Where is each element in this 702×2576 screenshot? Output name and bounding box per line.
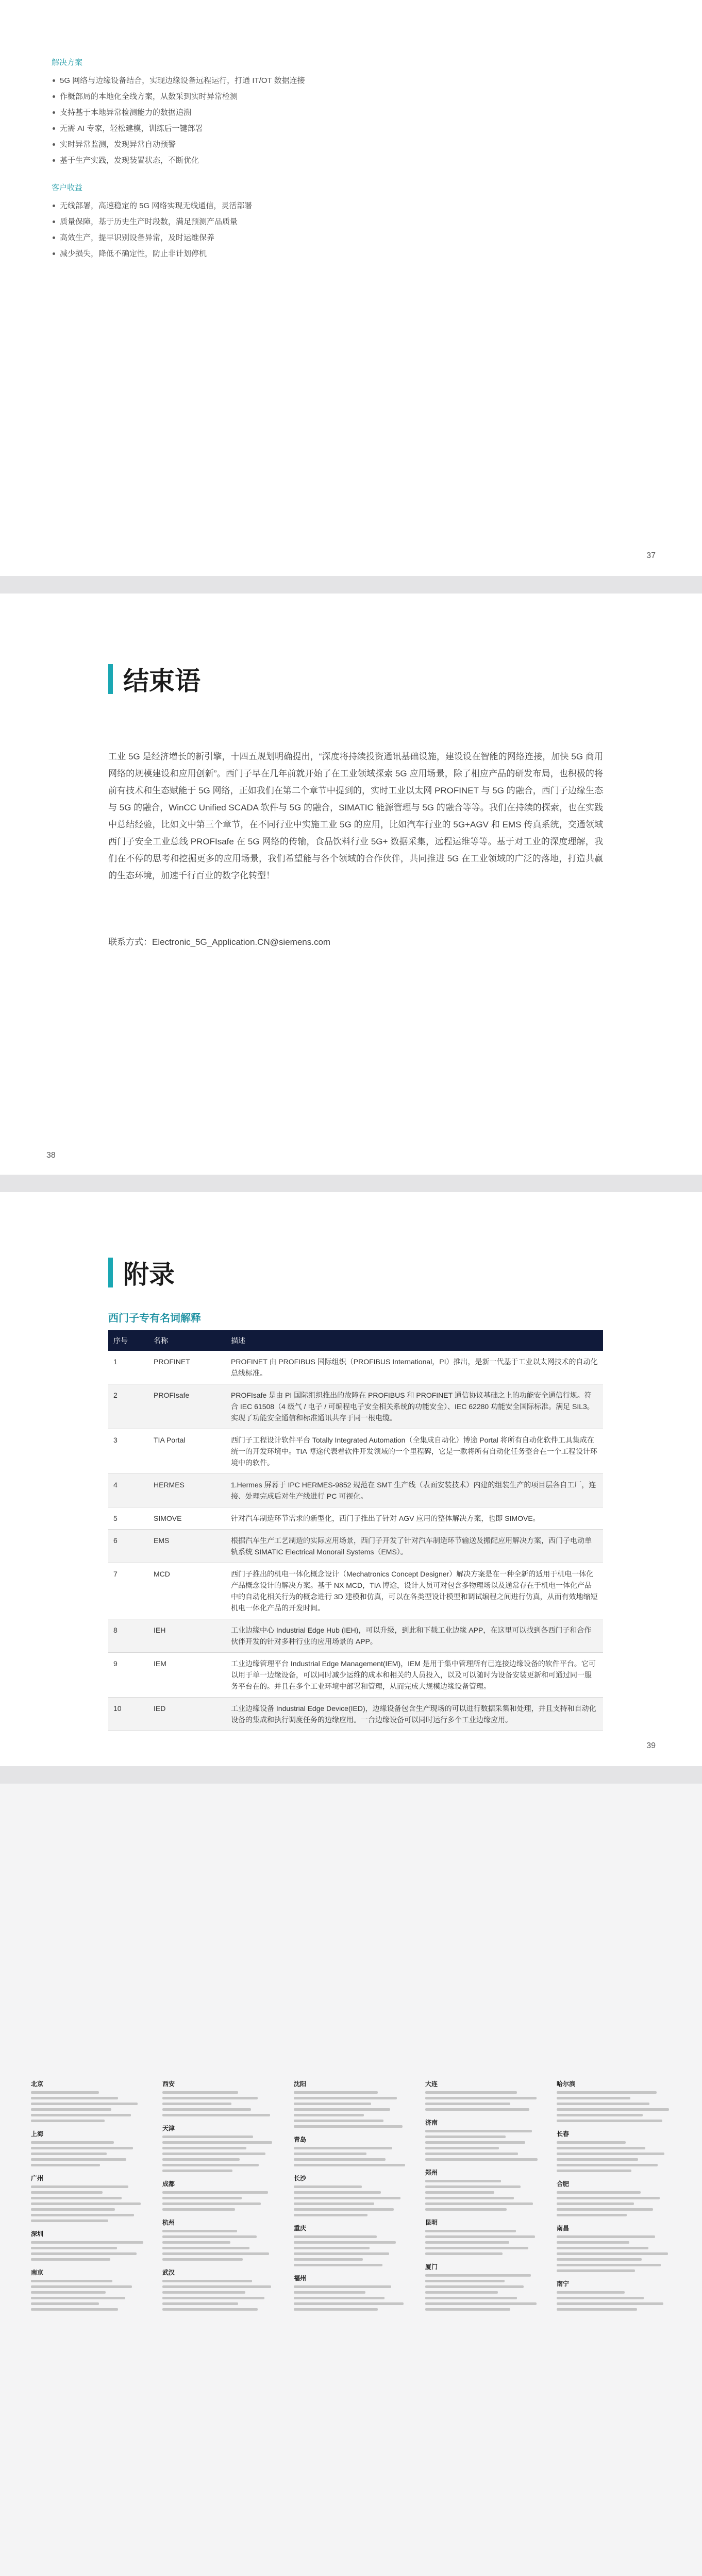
office-city: 重庆: [294, 2225, 307, 2232]
office-detail-line: [31, 2120, 105, 2122]
benefit-bullets: [52, 198, 371, 262]
office-detail-line: [31, 2158, 126, 2161]
office-detail-line: [557, 2291, 625, 2294]
table-row: [108, 1474, 603, 1507]
term-name: SIMOVE: [148, 1507, 226, 1530]
office-detail-line: [557, 2120, 662, 2122]
office-detail-line: [31, 2202, 141, 2205]
office-detail-line: [557, 2258, 642, 2261]
office-detail-line: [162, 2252, 269, 2255]
office-detail-line: [294, 2191, 381, 2194]
office-detail-line: [162, 2235, 257, 2238]
bullet-item: 实时异常监测，发现异常自动预警: [52, 137, 371, 152]
office-detail-line: [294, 2285, 391, 2288]
term-name: IEM: [148, 1653, 226, 1698]
office-detail-line: [294, 2297, 385, 2299]
office-detail-line: [31, 2247, 117, 2249]
title-accent-bar: [108, 664, 113, 694]
office-detail-line: [31, 2241, 143, 2244]
office-column: [294, 2072, 407, 2311]
term-name: PROFINET: [148, 1351, 226, 1384]
row-number: 8: [108, 1619, 148, 1653]
row-number: 4: [108, 1474, 148, 1507]
office-detail-line: [425, 2230, 516, 2232]
office-detail-line: [425, 2241, 509, 2244]
office-column: [557, 2072, 670, 2311]
table-row: [108, 1698, 603, 1731]
page-title: 结束语: [123, 666, 200, 696]
office-detail-line: [31, 2252, 137, 2255]
office-detail-line: [425, 2280, 505, 2282]
office-city: 北京: [31, 2080, 44, 2088]
office-detail-line: [425, 2285, 524, 2288]
office-detail-line: [162, 2230, 237, 2232]
row-number: 10: [108, 1698, 148, 1731]
office-detail-line: [425, 2136, 506, 2138]
office-detail-line: [425, 2252, 503, 2255]
back-cover: [0, 1784, 702, 2576]
office-detail-line: [557, 2147, 645, 2149]
glossary-table-wrap: [108, 1330, 603, 1731]
page-number: 39: [646, 1741, 656, 1750]
office-detail-line: [425, 2291, 498, 2294]
office-city: 厦门: [425, 2263, 438, 2270]
table-row: [108, 1563, 603, 1619]
office-detail-line: [162, 2164, 259, 2166]
office-detail-line: [557, 2269, 635, 2272]
office-detail-line: [294, 2185, 362, 2188]
office-detail-line: [162, 2114, 270, 2116]
office-city: 昆明: [425, 2219, 438, 2226]
office-detail-line: [557, 2097, 630, 2099]
office-detail-line: [557, 2241, 629, 2244]
office-detail-line: [294, 2158, 386, 2161]
section-heading: 解决方案: [52, 58, 83, 67]
table-row: [108, 1429, 603, 1474]
bullet-item: 高效生产，提早识别设备异常，及时运维保养: [52, 230, 371, 246]
table-row: [108, 1351, 603, 1384]
table-header: 描述: [226, 1330, 603, 1351]
office-detail-line: [294, 2208, 394, 2211]
office-directory: [31, 2072, 670, 2311]
office-detail-line: [162, 2197, 242, 2199]
office-detail-line: [162, 2297, 264, 2299]
office-detail-line: [31, 2214, 134, 2216]
office-detail-line: [162, 2280, 252, 2282]
office-detail-line: [31, 2285, 132, 2288]
office-detail-line: [557, 2208, 653, 2211]
office-detail-line: [294, 2097, 397, 2099]
office-detail-line: [294, 2202, 374, 2205]
office-detail-line: [557, 2170, 631, 2172]
office-detail-line: [425, 2235, 535, 2238]
office-detail-line: [294, 2308, 378, 2311]
office-detail-line: [557, 2158, 638, 2161]
office-city: 济南: [425, 2119, 438, 2126]
office-detail-line: [162, 2158, 240, 2161]
office-detail-line: [425, 2202, 533, 2205]
office-detail-line: [425, 2147, 499, 2149]
term-name: HERMES: [148, 1474, 226, 1507]
office-detail-line: [162, 2241, 230, 2244]
contact-email[interactable]: Electronic_5G_Application.CN@siemens.com: [152, 937, 331, 947]
office-detail-line: [31, 2108, 111, 2111]
office-detail-line: [162, 2141, 272, 2144]
term-description: 工业边缘管理平台 Industrial Edge Management(IEM)，IEM 是用于集中管理所有已连接边缘设备的软件平台。它可以用于单一边缘设备，可以同时减少运维的成本和相关的人员投入，以及可以随时为设备安装更新和可通过同一服务平台在的。并且在多个工业环境中部署和管理，从而完成大规模边缘设备管理。: [226, 1653, 603, 1698]
office-city: 武汉: [162, 2269, 175, 2276]
office-detail-line: [31, 2164, 100, 2166]
office-detail-line: [557, 2202, 634, 2205]
office-city: 南京: [31, 2269, 44, 2276]
office-detail-line: [425, 2091, 517, 2094]
office-detail-line: [162, 2170, 232, 2172]
office-detail-line: [557, 2108, 669, 2111]
office-city: 南宁: [557, 2280, 570, 2287]
table-header: 序号: [108, 1330, 148, 1351]
office-detail-line: [162, 2291, 245, 2294]
office-detail-line: [425, 2141, 525, 2144]
office-column: [162, 2072, 276, 2311]
page-gap: [0, 1175, 702, 1192]
glossary-table: [108, 1330, 603, 1731]
term-description: 西门子推出的机电一体化概念设计（Mechatronics Concept Designer）解决方案是在一种全新的适用于机电一体化产品概念设计的解决方案。基于 NX MCD，TIA 博途，设计人员可对包含多物理场以及通常存在于机电一体化产品中的自动化相关行为的概念进行 3D 建模和仿真，可以在各类型设计模型和调试编程之间进行仿真，从而有效地缩短机电一体化产品的开发时间。: [226, 1563, 603, 1619]
term-name: TIA Portal: [148, 1429, 226, 1474]
office-detail-line: [31, 2097, 118, 2099]
office-detail-line: [557, 2302, 663, 2305]
office-detail-line: [162, 2202, 261, 2205]
office-detail-line: [425, 2158, 538, 2161]
term-description: 工业边缘设备 Industrial Edge Device(IED)，边缘设备包含生产现场的可以进行数据采集和处理，并且支持和自动化设备的集成和执行调度任务的边缘应用。一台边缘设备可以同时运行多个工业边缘应用。: [226, 1698, 603, 1731]
office-detail-line: [31, 2147, 133, 2149]
solution-section: [52, 57, 371, 275]
office-detail-line: [162, 2285, 271, 2288]
row-number: 1: [108, 1351, 148, 1384]
office-detail-line: [294, 2120, 383, 2122]
term-description: 工业边缘中心 Industrial Edge Hub (IEH)，可以升级，到此和下载工业边缘 APP，在这里可以找到各西门子和合作伙伴开发的针对多种行业的应用场景的 APP。: [226, 1619, 603, 1653]
office-detail-line: [31, 2091, 99, 2094]
office-detail-line: [31, 2191, 103, 2194]
table-row: [108, 1507, 603, 1530]
contact-label: 联系方式：: [108, 937, 152, 947]
office-detail-line: [425, 2302, 537, 2305]
office-detail-line: [294, 2235, 377, 2238]
page-title: 附录: [123, 1260, 175, 1290]
office-detail-line: [31, 2197, 122, 2199]
page-number: 37: [646, 551, 656, 560]
office-detail-line: [294, 2302, 404, 2305]
bullet-item: 支持基于本地异常检测能力的数据追溯: [52, 105, 371, 121]
office-detail-line: [162, 2097, 258, 2099]
office-detail-line: [294, 2091, 378, 2094]
office-column: [31, 2072, 144, 2311]
office-detail-line: [294, 2197, 400, 2199]
term-description: 针对汽车制造环节需求的新型化，西门子推出了针对 AGV 应用的整体解决方案，也即 SIMOVE。: [226, 1507, 603, 1530]
solution-bullets: [52, 73, 371, 168]
bullet-item: 基于生产实践，发现装置状态，不断优化: [52, 152, 371, 168]
bullet-item: 质量保障，基于历史生产时段数，满足预测产品质量: [52, 214, 371, 230]
office-city: 西安: [162, 2080, 175, 2088]
office-detail-line: [425, 2191, 494, 2194]
glossary-subtitle: 西门子专有名词解释: [108, 1313, 201, 1324]
office-detail-line: [31, 2219, 108, 2222]
office-city: 广州: [31, 2175, 44, 2182]
office-column: [425, 2072, 539, 2311]
office-city: 哈尔滨: [557, 2080, 576, 2088]
office-city: 长春: [557, 2130, 570, 2138]
page-37: [0, 0, 702, 576]
office-detail-line: [294, 2108, 390, 2111]
office-detail-line: [294, 2114, 364, 2116]
office-detail-line: [425, 2185, 521, 2188]
office-detail-line: [31, 2114, 131, 2116]
office-detail-line: [425, 2180, 501, 2182]
table-row: [108, 1530, 603, 1563]
table-row: [108, 1619, 603, 1653]
table-row: [108, 1653, 603, 1698]
office-detail-line: [557, 2252, 668, 2255]
office-detail-line: [425, 2308, 510, 2311]
term-name: IEH: [148, 1619, 226, 1653]
office-detail-line: [31, 2297, 125, 2299]
office-detail-line: [162, 2103, 231, 2105]
office-detail-line: [557, 2264, 661, 2266]
office-city: 大连: [425, 2080, 438, 2088]
table-row: [108, 1384, 603, 1429]
term-description: 西门子工程设计软件平台 Totally Integrated Automation（全集成自动化）博途 Portal 将所有自动化软件工具集成在统一的开发环境中。TIA 博途代表着软件开发领域的一个里程碑，它是一款将所有自动化任务整合在一个工程设计环境中的软件。: [226, 1429, 603, 1474]
office-city: 青岛: [294, 2136, 307, 2143]
office-detail-line: [557, 2091, 657, 2094]
bullet-item: 作概部局的本地化全线方案，从数采到实时异常检测: [52, 89, 371, 105]
row-number: 3: [108, 1429, 148, 1474]
office-detail-line: [162, 2247, 249, 2249]
office-detail-line: [557, 2235, 655, 2238]
term-name: IED: [148, 1698, 226, 1731]
row-number: 6: [108, 1530, 148, 1563]
office-detail-line: [31, 2141, 114, 2144]
office-detail-line: [162, 2258, 243, 2261]
office-detail-line: [425, 2153, 518, 2155]
table-header: 名称: [148, 1330, 226, 1351]
office-detail-line: [162, 2208, 235, 2211]
office-detail-line: [31, 2153, 107, 2155]
office-detail-line: [31, 2103, 138, 2105]
contact-line: [108, 934, 603, 951]
office-city: 福州: [294, 2275, 307, 2282]
office-detail-line: [31, 2185, 128, 2188]
term-description: PROFIsafe 是由 PI 国际组织推出的故障在 PROFIBUS 和 PROFINET 通信协议基础之上的功能安全通信行规。符合 IEC 61508（4 级气 / 电子 / 可编程电子安全相关系统的功能安全）、IEC 62280 功能安全国际标准。满足 SIL3。实现了功能安全通信和标准通讯共存于同一根电缆。: [226, 1384, 603, 1429]
row-number: 7: [108, 1563, 148, 1619]
office-detail-line: [31, 2308, 118, 2311]
term-name: MCD: [148, 1563, 226, 1619]
page-38: [0, 594, 702, 1175]
conclusion-title-block: [108, 660, 200, 698]
office-detail-line: [425, 2103, 510, 2105]
office-detail-line: [294, 2103, 371, 2105]
office-detail-line: [557, 2164, 658, 2166]
office-detail-line: [294, 2125, 403, 2128]
office-city: 天津: [162, 2125, 175, 2132]
office-detail-line: [294, 2164, 405, 2166]
office-detail-line: [294, 2214, 367, 2216]
office-detail-line: [425, 2130, 532, 2132]
office-detail-line: [162, 2308, 258, 2311]
term-name: EMS: [148, 1530, 226, 1563]
bullet-item: 5G 网络与边缘设备结合，实现边缘设备远程运行，打通 IT/OT 数据连接: [52, 73, 371, 89]
office-detail-line: [557, 2114, 643, 2116]
office-city: 南昌: [557, 2225, 570, 2232]
office-detail-line: [294, 2258, 363, 2261]
row-number: 5: [108, 1507, 148, 1530]
office-detail-line: [557, 2247, 648, 2249]
row-number: 9: [108, 1653, 148, 1698]
office-city: 长沙: [294, 2175, 307, 2182]
page-gap: [0, 576, 702, 594]
office-detail-line: [557, 2214, 627, 2216]
office-detail-line: [294, 2153, 366, 2155]
office-detail-line: [557, 2141, 626, 2144]
office-city: 沈阳: [294, 2080, 307, 2088]
title-accent-bar: [108, 1258, 113, 1287]
office-detail-line: [294, 2252, 389, 2255]
office-detail-line: [31, 2302, 99, 2305]
office-detail-line: [557, 2297, 644, 2299]
office-city: 上海: [31, 2130, 44, 2138]
office-detail-line: [425, 2274, 531, 2277]
office-detail-line: [425, 2208, 507, 2211]
office-detail-line: [294, 2147, 392, 2149]
office-detail-line: [294, 2241, 396, 2244]
office-detail-line: [31, 2280, 112, 2282]
office-detail-line: [294, 2247, 370, 2249]
office-detail-line: [294, 2291, 365, 2294]
page-gap: [0, 1766, 702, 1784]
office-detail-line: [162, 2147, 246, 2149]
row-number: 2: [108, 1384, 148, 1429]
conclusion-paragraph: 工业 5G 是经济增长的新引擎，十四五规划明确提出，“深度将持续投资通讯基础设施，建设设在智能的网络连接，加快 5G 商用网络的规模建设和应用创新”。西门子早在几年前就开始了在工业领域探索 5G 应用场景，除了相应产品的研发布局，也积极的将前有技术和生态赋能于 5G 网络，正如我们在第二个章节中提到的，实时工业以太网 PROFINET 与 5G 的融合，西门子边缘生态与 5G 的融合，WinCC Unified SCADA 软件与 5G 的融合，SIMATIC 能源管理与 5G 的融合等等。我们在持续的探索，也在实践中总结经验，比如文中第三个章节，在不同行业中实施工业 5G 的应用，比如汽车行业的 5G+AGV 和 EMS 传真系统，交通领域西门子安全工业总线 PROFIsafe 在 5G 网络的传输，食品饮料行业 5G+ 数据采集，远程运维等等。基于对工业的深度理解，我们在不停的思考和挖掘更多的应用场景，我们希望能与各个领域的合作伙伴，共同推进 5G 在工业领域的广泛的落地，打造共赢的生态环境，加速千行百业的数字化转型！: [108, 752, 603, 880]
bullet-item: 无需 AI 专家，轻松建模，训练后一键部署: [52, 121, 371, 137]
office-detail-line: [31, 2291, 106, 2294]
page-39: [0, 1192, 702, 1766]
office-detail-line: [162, 2302, 238, 2305]
bullet-item: 无线部署，高速稳定的 5G 网络实现无线通信，灵活部署: [52, 198, 371, 214]
office-city: 合肥: [557, 2180, 570, 2188]
office-detail-line: [557, 2103, 649, 2105]
office-detail-line: [162, 2136, 253, 2138]
office-detail-line: [425, 2108, 529, 2111]
term-description: 根据汽车生产工艺制造的实际应用场景，西门子开发了针对汽车制造环节输送及搬配应用解决方案，西门子电动单轨系统 SIMATIC Electrical Monorail Systems（EMS）。: [226, 1530, 603, 1563]
office-city: 成都: [162, 2180, 175, 2188]
term-description: PROFINET 由 PROFIBUS 国际组织（PROFIBUS International，PI）推出，是新一代基于工业以太网技术的自动化总线标准。: [226, 1351, 603, 1384]
office-detail-line: [31, 2258, 110, 2261]
office-detail-line: [557, 2191, 641, 2194]
office-detail-line: [557, 2308, 637, 2311]
office-city: 杭州: [162, 2219, 175, 2226]
appendix-title-block: [108, 1254, 175, 1291]
term-description: 1.Hermes 屏幕于 IPC HERMES-9852 规范在 SMT 生产线（表面安装技术）内建的组装生产的项目层各自工厂，连接、处理完成后对生产线进行 PC 可视化。: [226, 1474, 603, 1507]
office-detail-line: [425, 2197, 514, 2199]
office-detail-line: [162, 2153, 265, 2155]
office-detail-line: [425, 2297, 517, 2299]
section-heading: 客户收益: [52, 183, 83, 192]
office-detail-line: [425, 2247, 528, 2249]
bullet-item: 减少损失，降低不确定性，防止非计划停机: [52, 246, 371, 262]
office-detail-line: [557, 2197, 660, 2199]
office-city: 深圳: [31, 2230, 44, 2238]
office-detail-line: [557, 2153, 664, 2155]
office-detail-line: [162, 2108, 251, 2111]
office-detail-line: [162, 2191, 268, 2194]
office-detail-line: [425, 2097, 537, 2099]
office-city: 郑州: [425, 2169, 438, 2176]
page-number: 38: [46, 1151, 56, 1160]
term-name: PROFIsafe: [148, 1384, 226, 1429]
office-detail-line: [162, 2091, 238, 2094]
office-detail-line: [31, 2208, 115, 2211]
office-detail-line: [294, 2264, 382, 2266]
